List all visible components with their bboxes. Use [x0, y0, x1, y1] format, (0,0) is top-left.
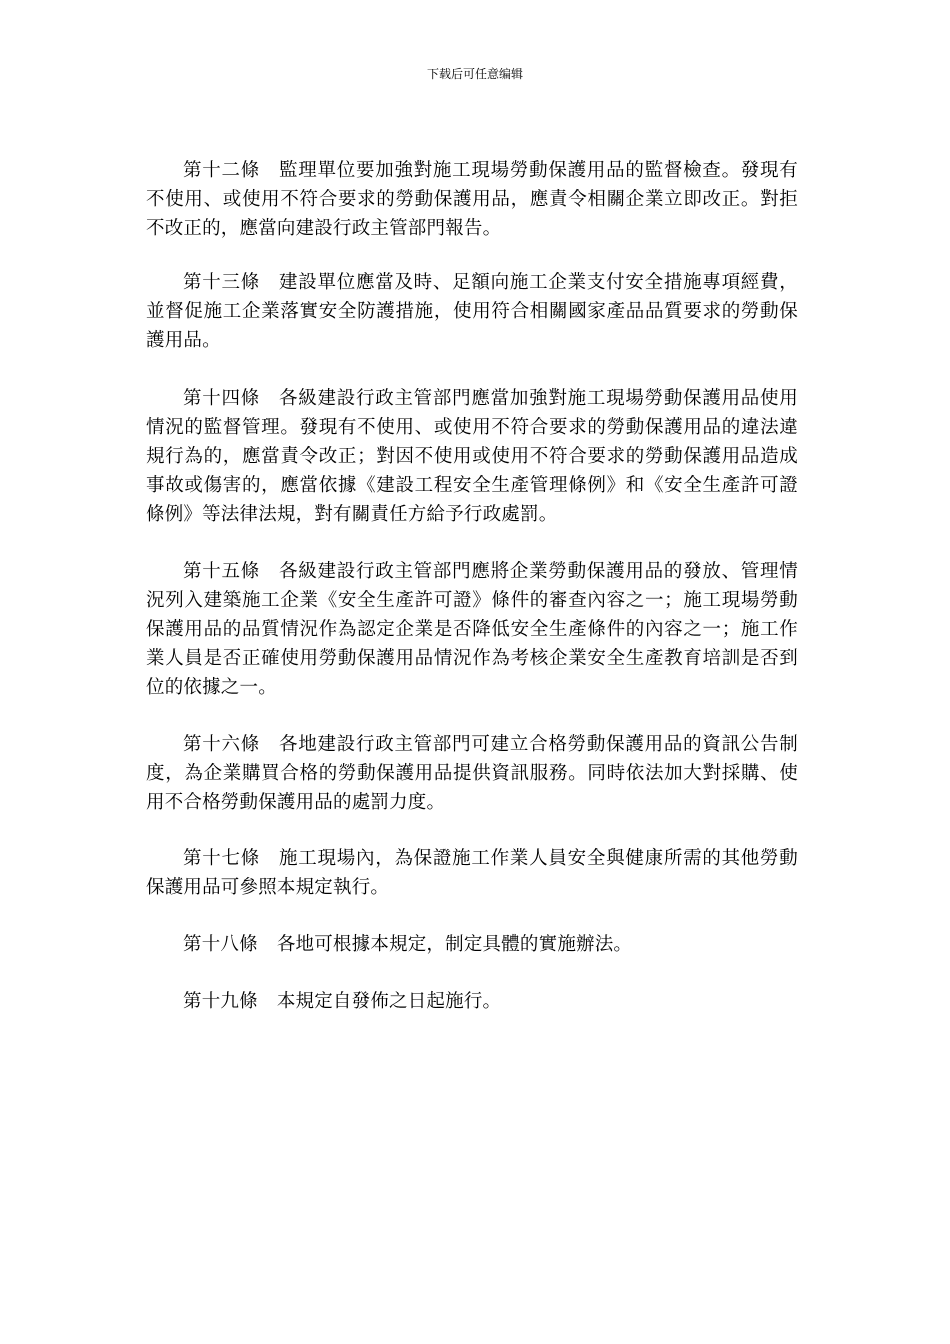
article-text: 本規定自發佈之日起施行。 — [276, 991, 502, 1012]
article-text: 建設單位應當及時、足額向施工企業支付安全措施專項經費，並督促施工企業落實安全防護措施，使用符合相關國家產品品質要求的勞動保護用品。 — [146, 272, 798, 351]
article-19 — [146, 987, 798, 1016]
article-number: 第十七條 — [183, 848, 260, 869]
article-12 — [146, 156, 798, 243]
article-number: 第十五條 — [183, 561, 260, 582]
article-number: 第十二條 — [183, 160, 260, 181]
article-text: 施工現場內，為保證施工作業人員安全與健康所需的其他勞動保護用品可參照本規定執行。 — [146, 848, 798, 898]
article-text: 各地建設行政主管部門可建立合格勞動保護用品的資訊公告制度，為企業購買合格的勞動保護用品提供資訊服務。同時依法加大對採購、使用不合格勞動保護用品的處罰力度。 — [146, 734, 798, 813]
article-13 — [146, 268, 798, 355]
article-17 — [146, 844, 798, 902]
article-number: 第十九條 — [183, 991, 258, 1012]
article-text: 各級建設行政主管部門應將企業勞動保護用品的發放、管理情況列入建築施工企業《安全生產許可證》條件的審查內容之一；施工現場勞動保護用品的品質情況作為認定企業是否降低安全生產條件的內容之一；施工作業人員是否正確使用勞動保護用品情況作為考核企業安全生產教育培訓是否到位的依據之一。 — [146, 561, 798, 698]
article-number: 第十三條 — [183, 272, 260, 293]
article-number: 第十六條 — [183, 734, 260, 755]
article-number: 第十八條 — [183, 934, 258, 955]
article-text: 各地可根據本規定，制定具體的實施辦法。 — [276, 934, 633, 955]
article-text: 監理單位要加強對施工現場勞動保護用品的監督檢查。發現有不使用、或使用不符合要求的勞動保護用品，應責令相關企業立即改正。對拒不改正的，應當向建設行政主管部門報告。 — [146, 160, 798, 239]
article-text: 各級建設行政主管部門應當加強對施工現場勞動保護用品使用情況的監督管理。發現有不使用、或使用不符合要求的勞動保護用品的違法違規行為的，應當責令改正；對因不使用或使用不符合要求的勞動保護用品造成事故或傷害的，應當依據《建設工程安全生產管理條例》和《安全生產許可證條例》等法律法規，對有關責任方給予行政處罰。 — [146, 388, 798, 525]
article-16 — [146, 730, 798, 817]
article-14 — [146, 384, 798, 529]
article-number: 第十四條 — [183, 388, 260, 409]
article-18 — [146, 930, 798, 959]
article-15 — [146, 557, 798, 702]
page-header: 下载后可任意编辑 — [426, 67, 523, 81]
